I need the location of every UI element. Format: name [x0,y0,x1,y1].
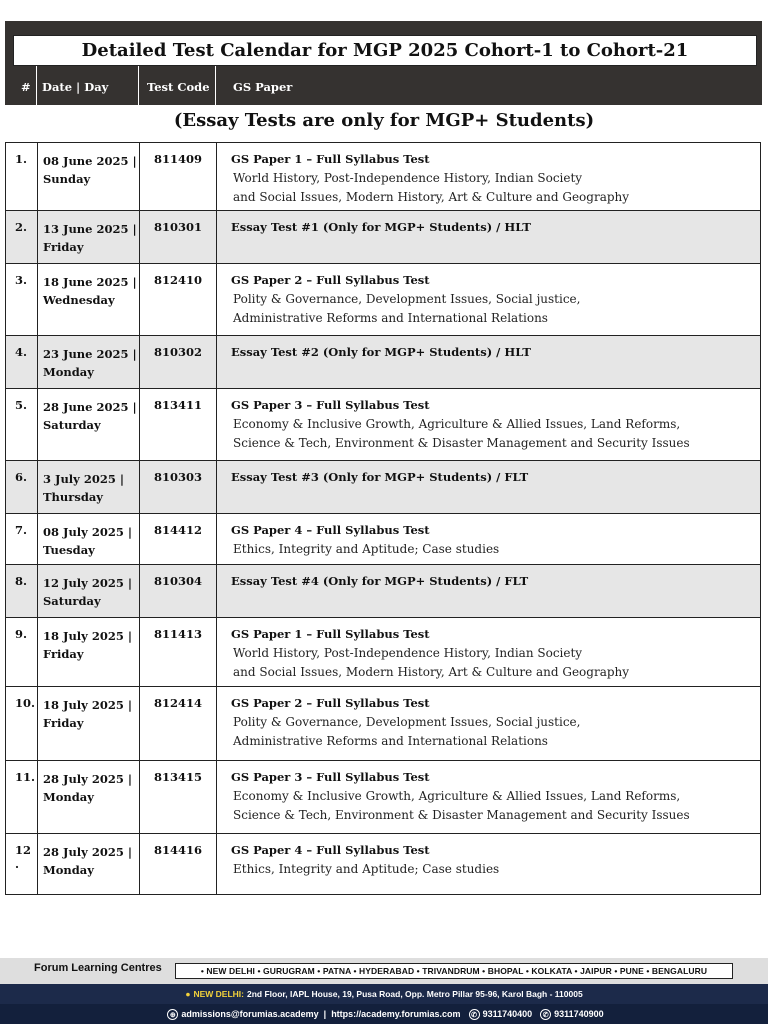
row-day: Thursday [43,490,103,504]
row-test-code: 812410 [153,273,202,287]
row-test-code: 810304 [153,574,202,588]
cell-gs-paper [217,834,760,894]
row-test-code: 810301 [153,220,202,234]
row-test-code: 813415 [153,770,202,784]
table-row [5,264,761,336]
cell-number [6,211,38,263]
row-day: Saturday [43,418,101,432]
cell-date [38,618,140,686]
row-date: 12 July 2025 | [43,576,133,590]
address-bar [0,984,768,1004]
cell-date [38,389,140,460]
row-paper-title: GS Paper 2 – Full Syllabus Test [231,273,430,287]
website-link[interactable]: https://academy.forumias.com [331,1009,461,1019]
cell-number [6,514,38,564]
cell-gs-paper [217,514,760,564]
table-row [5,687,761,761]
cell-date [38,687,140,760]
column-header-gs-paper: GS Paper [233,80,293,94]
address-text: 2nd Floor, IAPL House, 19, Pusa Road, Opp. Metro Pillar 95-96, Karol Bagh - 110005 [246,989,583,999]
row-test-code: 814416 [153,843,202,857]
cell-date [38,211,140,263]
row-paper-title: GS Paper 3 – Full Syllabus Test [231,398,430,412]
row-paper-title: Essay Test #1 (Only for MGP+ Students) / HLT [231,220,531,234]
cell-number [6,761,38,833]
column-divider [138,66,139,105]
cell-test-code [140,336,217,388]
cell-date [38,461,140,513]
cell-number [6,687,38,760]
row-number: 5. [15,398,28,412]
cell-date [38,761,140,833]
forum-learning-centres-label: Forum Learning Centres [34,962,162,974]
row-day: Wednesday [43,293,115,307]
table-row [5,565,761,618]
row-number: 1. [15,152,28,166]
cell-gs-paper [217,211,760,263]
cell-test-code [140,264,217,335]
row-day: Sunday [43,172,91,186]
cell-number [6,618,38,686]
row-day: Monday [43,863,94,877]
row-number: 10. [15,696,36,710]
row-paper-title: GS Paper 4 – Full Syllabus Test [231,523,430,537]
phone-icon: ✆ [469,1009,480,1020]
row-date: 28 June 2025 | [43,400,137,414]
row-date: 3 July 2025 | [43,472,125,486]
table-row [5,461,761,514]
cities-list: • NEW DELHI • GURUGRAM • PATNA • HYDERABAD • TRIVANDRUM • BHOPAL • KOLKATA • JAIPUR • PUNE • BENGALURU [175,963,733,979]
email-link[interactable]: admissions@forumias.academy [181,1009,319,1019]
row-paper-description: Science & Tech, Environment & Disaster Management and Security Issues [233,808,690,822]
column-header-number: # [21,80,31,94]
column-header-test-code: Test Code [147,80,210,94]
cell-test-code [140,514,217,564]
cell-number [6,565,38,617]
row-paper-title: Essay Test #2 (Only for MGP+ Students) / HLT [231,345,531,359]
cell-date [38,264,140,335]
row-day: Friday [43,716,84,730]
row-day: Monday [43,365,94,379]
row-number: 8. [15,574,28,588]
cell-gs-paper [217,389,760,460]
row-test-code: 811413 [153,627,202,641]
row-paper-title: Essay Test #4 (Only for MGP+ Students) / FLT [231,574,529,588]
row-paper-description: Ethics, Integrity and Aptitude; Case studies [233,542,500,556]
bullet-icon: ● [185,989,191,999]
new-delhi-label: NEW DELHI: [193,989,244,999]
row-paper-title: GS Paper 4 – Full Syllabus Test [231,843,430,857]
row-date: 18 July 2025 | [43,629,133,643]
row-date: 28 July 2025 | [43,772,133,786]
row-paper-description: Economy & Inclusive Growth, Agriculture & Allied Issues, Land Reforms, [233,417,681,431]
cell-number [6,834,38,894]
row-test-code: 813411 [153,398,202,412]
cell-test-code [140,565,217,617]
row-paper-title: GS Paper 2 – Full Syllabus Test [231,696,430,710]
cell-gs-paper [217,461,760,513]
row-date: 08 June 2025 | [43,154,137,168]
row-paper-description: Economy & Inclusive Growth, Agriculture & Allied Issues, Land Reforms, [233,789,681,803]
row-date: 28 July 2025 | [43,845,133,859]
header-block [5,21,762,105]
row-date: 18 July 2025 | [43,698,133,712]
cell-test-code [140,389,217,460]
phone-number-2[interactable]: 9311740900 [554,1009,604,1019]
row-number: 6. [15,470,28,484]
table-row [5,143,761,211]
row-test-code: 810302 [153,345,202,359]
row-day: Friday [43,647,84,661]
row-paper-description: Ethics, Integrity and Aptitude; Case studies [233,862,500,876]
column-divider [215,66,216,105]
table-row [5,761,761,834]
cell-number [6,461,38,513]
row-paper-description: and Social Issues, Modern History, Art & Culture and Geography [233,665,630,679]
cell-test-code [140,461,217,513]
row-number: 11. [15,770,36,784]
row-date: 13 June 2025 | [43,222,137,236]
cell-test-code [140,211,217,263]
phone-icon: ✆ [540,1009,551,1020]
cell-number [6,389,38,460]
row-number: 7. [15,523,28,537]
row-paper-description: World History, Post-Independence History, Indian Society [233,646,583,660]
row-day: Tuesday [43,543,95,557]
row-test-code: 811409 [153,152,202,166]
cell-date [38,565,140,617]
column-header-date: Date | Day [42,80,109,94]
cell-gs-paper [217,761,760,833]
essay-note: (Essay Tests are only for MGP+ Students) [173,110,595,131]
row-paper-description: World History, Post-Independence History, Indian Society [233,171,583,185]
row-number: 9. [15,627,28,641]
cell-gs-paper [217,687,760,760]
row-date: 23 June 2025 | [43,347,137,361]
row-day: Monday [43,790,94,804]
row-date: 08 July 2025 | [43,525,133,539]
cell-date [38,336,140,388]
test-calendar-table [5,142,761,895]
row-test-code: 810303 [153,470,202,484]
cell-date [38,834,140,894]
globe-icon: ⊕ [167,1009,178,1020]
row-number: 2. [15,220,28,234]
cell-number [6,264,38,335]
row-paper-description: Administrative Reforms and International Relations [233,311,548,325]
cell-gs-paper [217,618,760,686]
row-paper-description: Administrative Reforms and International Relations [233,734,548,748]
cell-gs-paper [217,264,760,335]
row-paper-description: Polity & Governance, Development Issues, Social justice, [233,292,581,306]
cell-test-code [140,618,217,686]
row-number: 12 . [15,843,32,871]
row-paper-title: GS Paper 1 – Full Syllabus Test [231,627,430,641]
row-number: 4. [15,345,28,359]
row-number: 3. [15,273,28,287]
table-row [5,211,761,264]
cell-test-code [140,687,217,760]
table-row [5,834,761,895]
row-paper-title: GS Paper 1 – Full Syllabus Test [231,152,430,166]
row-test-code: 812414 [153,696,202,710]
phone-number-1[interactable]: 9311740400 [482,1009,533,1019]
row-day: Saturday [43,594,101,608]
contact-bar: ⊕ admissions@forumias.academy | https://academy.forumias.com ✆ 9311740400 ✆ 9311740900 [0,1004,768,1024]
cell-date [38,514,140,564]
page-title: Detailed Test Calendar for MGP 2025 Cohort-1 to Cohort-21 [13,35,757,66]
cell-gs-paper [217,336,760,388]
cell-gs-paper [217,565,760,617]
cell-number [6,336,38,388]
table-row [5,618,761,687]
cell-gs-paper [217,143,760,210]
row-paper-description: Polity & Governance, Development Issues, Social justice, [233,715,581,729]
row-paper-description: and Social Issues, Modern History, Art & Culture and Geography [233,190,630,204]
row-day: Friday [43,240,84,254]
row-date: 18 June 2025 | [43,275,137,289]
cell-test-code [140,761,217,833]
row-paper-title: GS Paper 3 – Full Syllabus Test [231,770,430,784]
cell-number [6,143,38,210]
row-paper-title: Essay Test #3 (Only for MGP+ Students) / FLT [231,470,529,484]
table-row [5,336,761,389]
row-test-code: 814412 [153,523,202,537]
cell-date [38,143,140,210]
table-row [5,389,761,461]
table-row [5,514,761,565]
cell-test-code [140,834,217,894]
column-divider [36,66,37,105]
row-paper-description: Science & Tech, Environment & Disaster Management and Security Issues [233,436,690,450]
cell-test-code [140,143,217,210]
